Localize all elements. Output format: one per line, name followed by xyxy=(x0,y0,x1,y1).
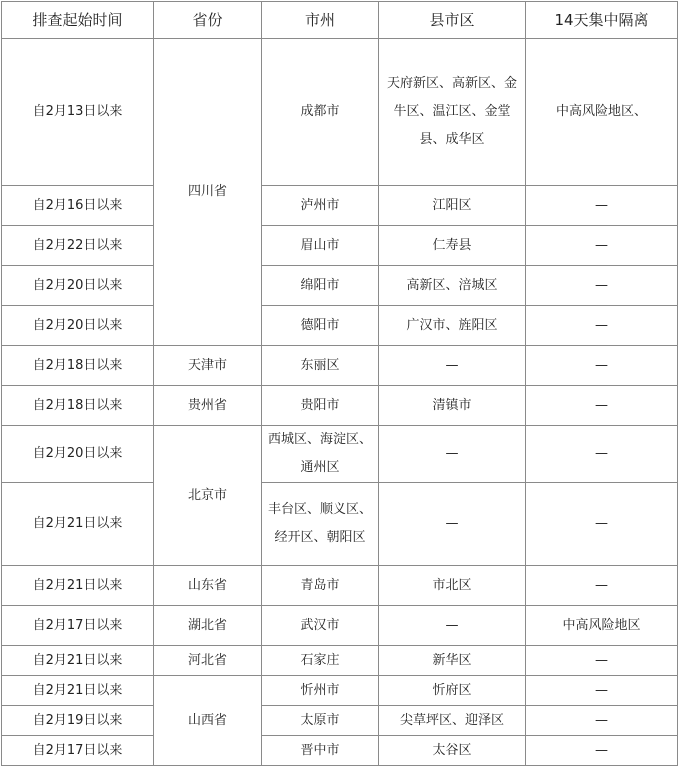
province-cell: 天津市 xyxy=(154,346,262,386)
province-cell: 湖北省 xyxy=(154,606,262,646)
province-cell: 四川省 xyxy=(154,39,262,346)
quarantine-cell: — xyxy=(526,676,678,706)
header-start-time: 排查起始时间 xyxy=(2,2,154,39)
city-cell: 东丽区 xyxy=(262,346,379,386)
header-province: 省份 xyxy=(154,2,262,39)
city-cell: 西城区、海淀区、通州区 xyxy=(262,426,379,483)
quarantine-cell: — xyxy=(526,266,678,306)
city-cell: 石家庄 xyxy=(262,646,379,676)
start-time-cell: 自2月21日以来 xyxy=(2,676,154,706)
table-row xyxy=(2,426,678,483)
district-cell: 高新区、涪城区 xyxy=(379,266,526,306)
quarantine-cell: — xyxy=(526,386,678,426)
table-row xyxy=(2,226,678,266)
quarantine-cell: — xyxy=(526,426,678,483)
district-cell: 忻府区 xyxy=(379,676,526,706)
table-row xyxy=(2,266,678,306)
city-cell: 青岛市 xyxy=(262,566,379,606)
city-cell: 绵阳市 xyxy=(262,266,379,306)
quarantine-cell: — xyxy=(526,306,678,346)
district-cell: 江阳区 xyxy=(379,186,526,226)
table-row xyxy=(2,186,678,226)
city-cell: 武汉市 xyxy=(262,606,379,646)
table-row xyxy=(2,676,678,706)
quarantine-cell: 中高风险地区 xyxy=(526,606,678,646)
table-row xyxy=(2,39,678,186)
start-time-cell: 自2月17日以来 xyxy=(2,606,154,646)
district-cell: 天府新区、高新区、金牛区、温江区、金堂县、成华区 xyxy=(379,39,526,186)
start-time-cell: 自2月19日以来 xyxy=(2,706,154,736)
district-cell: — xyxy=(379,346,526,386)
district-cell: 尖草坪区、迎泽区 xyxy=(379,706,526,736)
start-time-cell: 自2月18日以来 xyxy=(2,346,154,386)
district-cell: 广汉市、旌阳区 xyxy=(379,306,526,346)
province-cell: 山西省 xyxy=(154,676,262,766)
header-district: 县市区 xyxy=(379,2,526,39)
province-cell: 河北省 xyxy=(154,646,262,676)
city-cell: 丰台区、顺义区、经开区、朝阳区 xyxy=(262,483,379,566)
table-row xyxy=(2,346,678,386)
table-row xyxy=(2,606,678,646)
start-time-cell: 自2月16日以来 xyxy=(2,186,154,226)
quarantine-cell: — xyxy=(526,736,678,766)
table-row xyxy=(2,306,678,346)
header-row xyxy=(2,2,678,39)
province-cell: 贵州省 xyxy=(154,386,262,426)
city-cell: 德阳市 xyxy=(262,306,379,346)
table-row xyxy=(2,386,678,426)
quarantine-cell: — xyxy=(526,226,678,266)
table-row xyxy=(2,483,678,566)
city-cell: 忻州市 xyxy=(262,676,379,706)
table-row xyxy=(2,566,678,606)
city-cell: 太原市 xyxy=(262,706,379,736)
start-time-cell: 自2月20日以来 xyxy=(2,306,154,346)
start-time-cell: 自2月21日以来 xyxy=(2,483,154,566)
city-cell: 成都市 xyxy=(262,39,379,186)
start-time-cell: 自2月22日以来 xyxy=(2,226,154,266)
table-row xyxy=(2,646,678,676)
district-cell: 太谷区 xyxy=(379,736,526,766)
city-cell: 贵阳市 xyxy=(262,386,379,426)
quarantine-cell: — xyxy=(526,706,678,736)
quarantine-cell: — xyxy=(526,646,678,676)
header-city: 市州 xyxy=(262,2,379,39)
district-cell: 新华区 xyxy=(379,646,526,676)
start-time-cell: 自2月18日以来 xyxy=(2,386,154,426)
quarantine-cell: — xyxy=(526,346,678,386)
district-cell: — xyxy=(379,483,526,566)
district-cell: — xyxy=(379,606,526,646)
city-cell: 眉山市 xyxy=(262,226,379,266)
start-time-cell: 自2月13日以来 xyxy=(2,39,154,186)
start-time-cell: 自2月20日以来 xyxy=(2,266,154,306)
quarantine-cell: — xyxy=(526,186,678,226)
table-row xyxy=(2,736,678,766)
start-time-cell: 自2月17日以来 xyxy=(2,736,154,766)
district-cell: 清镇市 xyxy=(379,386,526,426)
district-cell: 仁寿县 xyxy=(379,226,526,266)
start-time-cell: 自2月20日以来 xyxy=(2,426,154,483)
start-time-cell: 自2月21日以来 xyxy=(2,646,154,676)
header-quarantine: 14天集中隔离 xyxy=(526,2,678,39)
province-cell: 北京市 xyxy=(154,426,262,566)
city-cell: 泸州市 xyxy=(262,186,379,226)
quarantine-cell: 中高风险地区、 xyxy=(526,39,678,186)
quarantine-cell: — xyxy=(526,566,678,606)
screening-table xyxy=(1,1,678,766)
district-cell: 市北区 xyxy=(379,566,526,606)
district-cell: — xyxy=(379,426,526,483)
start-time-cell: 自2月21日以来 xyxy=(2,566,154,606)
quarantine-cell: — xyxy=(526,483,678,566)
city-cell: 晋中市 xyxy=(262,736,379,766)
province-cell: 山东省 xyxy=(154,566,262,606)
table-row xyxy=(2,706,678,736)
